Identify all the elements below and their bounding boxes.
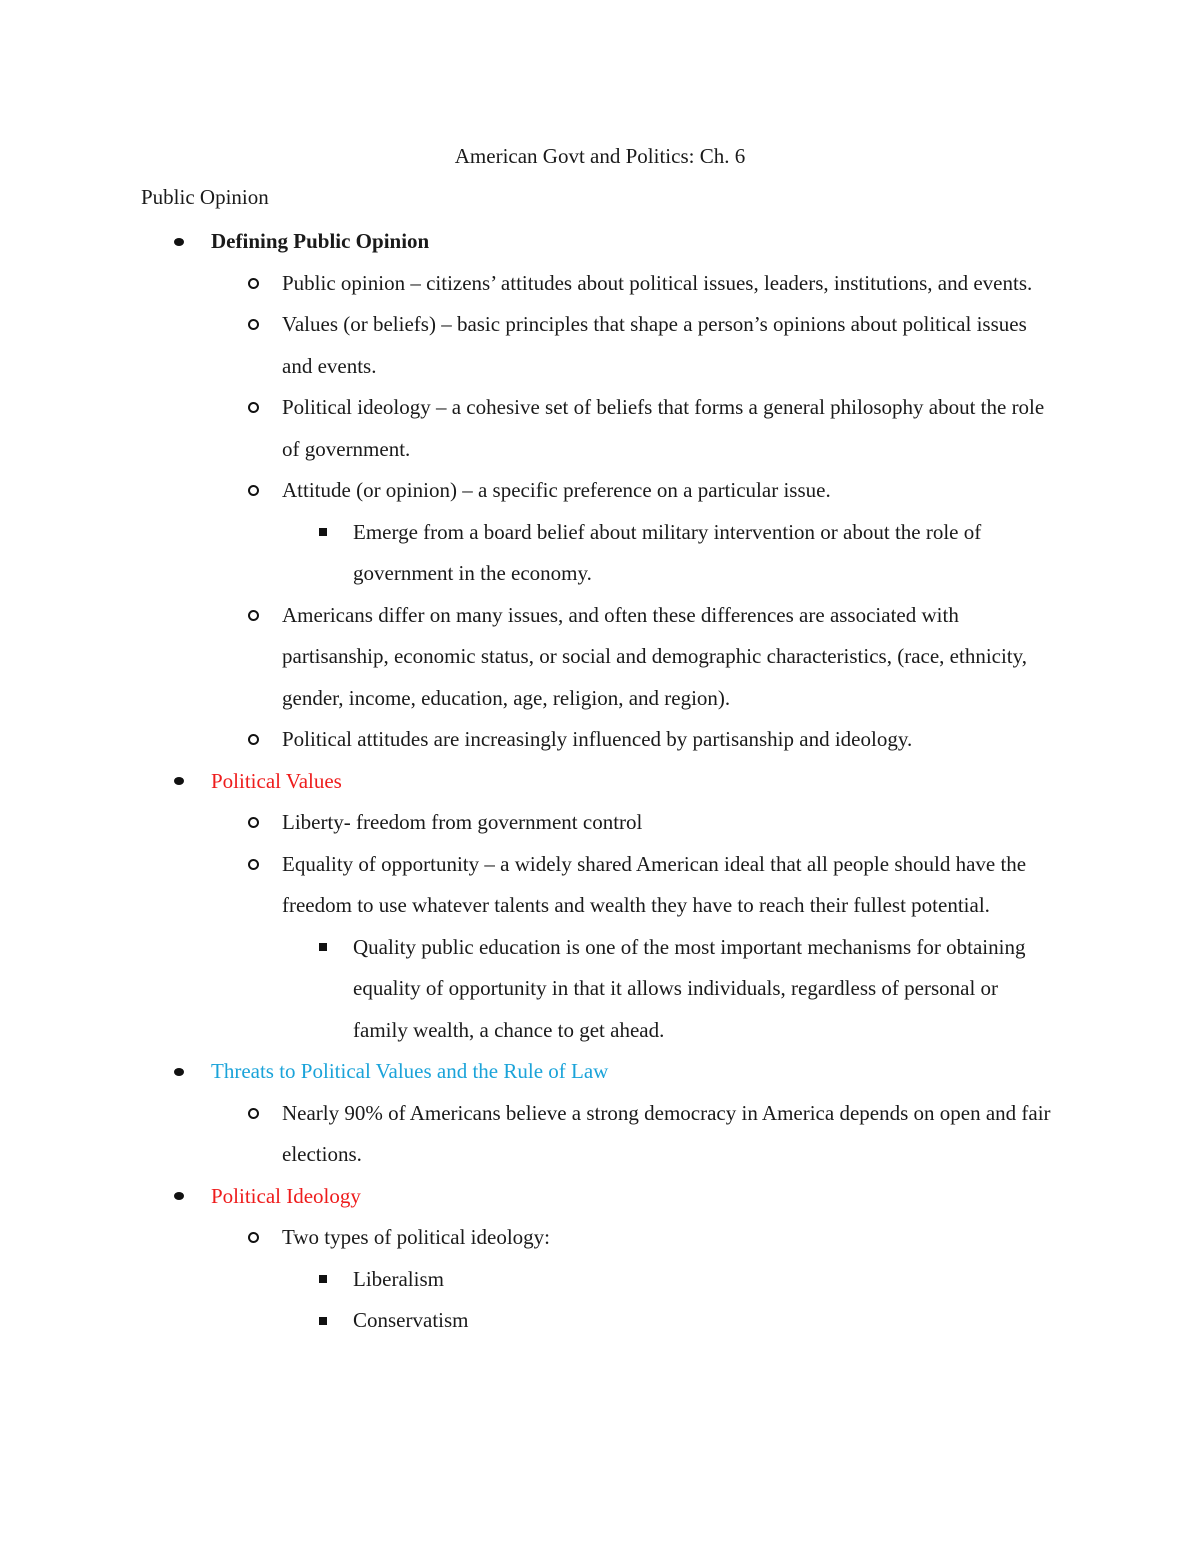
outline-item-text: Emerge from a board belief about military intervention or about the role of government in the economy. xyxy=(353,519,982,585)
ring-icon xyxy=(248,387,259,429)
outline-item-level-2 xyxy=(0,802,1057,844)
outline-item-text: Defining Public Opinion xyxy=(211,229,430,253)
outline-item-level-2 xyxy=(0,719,1057,761)
outline-item-level-2 xyxy=(0,1217,1057,1259)
outline-item-text: Political Values xyxy=(211,768,342,793)
outline-item-level-2 xyxy=(0,470,1057,512)
outline-item-text: Conservatism xyxy=(353,1308,469,1332)
outline-item-level-1 xyxy=(0,221,1051,263)
disc-icon xyxy=(174,761,184,803)
outline-item-level-2 xyxy=(0,1093,1057,1176)
section-heading: Public Opinion xyxy=(141,185,269,209)
outline-item-text: Liberty- freedom from government control xyxy=(282,810,643,834)
outline-item-text: Two types of political ideology: xyxy=(282,1225,550,1249)
outline-item-text: Attitude (or opinion) – a specific preference on a particular issue. xyxy=(282,478,831,502)
outline-item-level-2 xyxy=(0,263,1057,305)
outline-item-level-1 xyxy=(0,1176,1051,1218)
square-icon xyxy=(319,1259,327,1301)
outline-item-level-3 xyxy=(0,512,1058,595)
ring-icon xyxy=(248,263,259,305)
outline-item-text: Values (or beliefs) – basic principles that shape a person’s opinions about political issues and events. xyxy=(282,312,1027,378)
outline-item-text: Political attitudes are increasingly influenced by partisanship and ideology. xyxy=(282,727,913,751)
square-icon xyxy=(319,927,327,969)
ring-icon xyxy=(248,595,259,637)
outline-item-text: Political ideology – a cohesive set of beliefs that forms a general philosophy about the role of government. xyxy=(282,395,1045,461)
page-title: American Govt and Politics: Ch. 6 xyxy=(454,144,746,168)
outline-item-text: Liberalism xyxy=(353,1266,444,1291)
outline-item-text: Americans differ on many issues, and often these differences are associated with partisanship, economic status, or social and demographic characteristics, (race, ethnicity, gender, income, education, age, religion, and region). xyxy=(282,602,1028,710)
outline-item-level-2 xyxy=(0,595,1057,720)
outline-item-level-2 xyxy=(0,844,1057,927)
outline-item-level-3 xyxy=(0,1259,1058,1301)
outline-item-level-1 xyxy=(0,1051,1051,1093)
ring-icon xyxy=(248,470,259,512)
outline-item-level-1 xyxy=(0,761,1051,803)
outline-item-text: Political Ideology xyxy=(211,1183,361,1208)
ring-icon xyxy=(248,844,259,886)
disc-icon xyxy=(174,1176,184,1218)
outline-item-text: Equality of opportunity – a widely shared American ideal that all people should have the freedom to use whatever talents and wealth they have to reach their fullest potential. xyxy=(282,851,1027,917)
ring-icon xyxy=(248,802,259,844)
disc-icon xyxy=(174,221,184,263)
bulleted-outline xyxy=(0,221,1200,1342)
square-icon xyxy=(319,1300,327,1342)
outline-item-text: Public opinion – citizens’ attitudes about political issues, leaders, institutions, and events. xyxy=(282,270,1033,295)
outline-item-text: Quality public education is one of the most important mechanisms for obtaining equality of opportunity in that it allows individuals, regardless of personal or family wealth, a chance to get ahead. xyxy=(353,934,1026,1042)
outline-item-text: Threats to Political Values and the Rule of Law xyxy=(211,1059,609,1083)
ring-icon xyxy=(248,719,259,761)
ring-icon xyxy=(248,1093,259,1135)
outline-item-level-2 xyxy=(0,387,1057,470)
outline-item-level-3 xyxy=(0,1300,1058,1342)
ring-icon xyxy=(248,304,259,346)
outline-item-level-3 xyxy=(0,927,1058,1052)
square-icon xyxy=(319,512,327,554)
disc-icon xyxy=(174,1051,184,1093)
ring-icon xyxy=(248,1217,259,1259)
outline-item-level-2 xyxy=(0,304,1057,387)
outline-item-text: Nearly 90% of Americans believe a strong democracy in America depends on open and fair elections. xyxy=(282,1100,1051,1166)
